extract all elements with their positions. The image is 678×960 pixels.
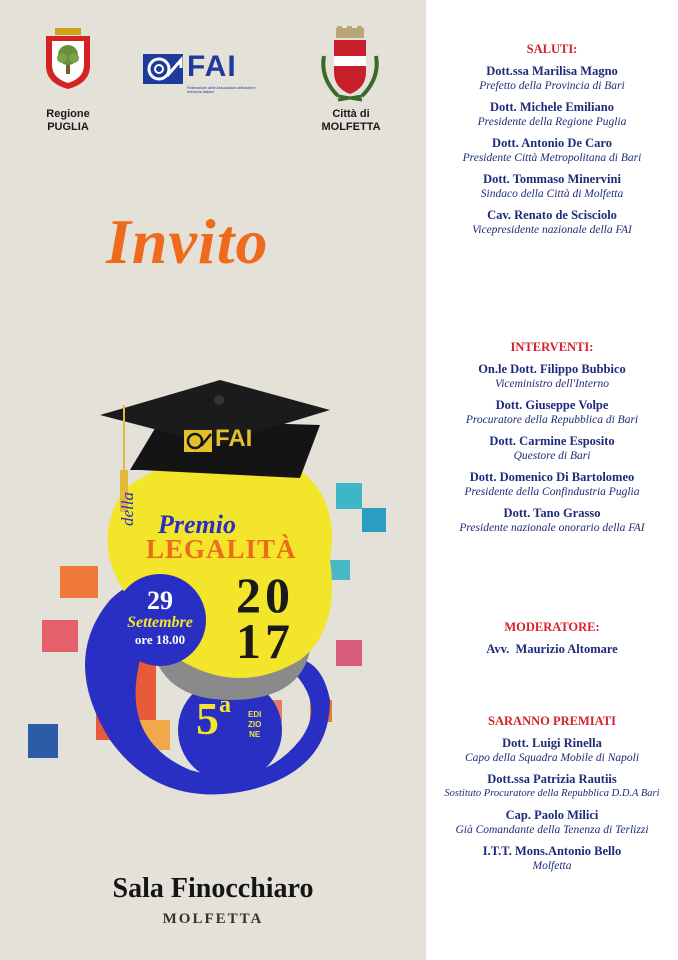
person-name: Dott. Giuseppe Volpe bbox=[495, 398, 609, 412]
edition-block bbox=[196, 692, 231, 745]
venue-name: Sala Finocchiaro bbox=[112, 873, 314, 904]
person-role: Vicepresidente nazionale della FAI bbox=[472, 224, 632, 236]
person-name: On.le Dott. Filippo Bubbico bbox=[478, 362, 626, 376]
person-name: Dott. Domenico Di Bartolomeo bbox=[469, 470, 635, 484]
person-role: Presidente della Confindustria Puglia bbox=[464, 486, 640, 498]
premiati-person bbox=[426, 844, 678, 873]
venue-city: MOLFETTA bbox=[162, 911, 264, 927]
edition-number: 5 bbox=[196, 693, 219, 744]
regione-label-line2: PUGLIA bbox=[47, 121, 89, 133]
interventi-heading: INTERVENTI: bbox=[510, 340, 594, 354]
premiati-person bbox=[426, 808, 678, 837]
date-month: Settembre bbox=[127, 614, 193, 631]
deco-square bbox=[336, 483, 362, 509]
deco-square bbox=[330, 560, 350, 580]
citta-label-line2: MOLFETTA bbox=[321, 121, 381, 133]
cap-fai-text: FAI bbox=[215, 425, 253, 452]
date-block bbox=[108, 588, 212, 648]
deco-square bbox=[362, 508, 386, 532]
person-name: Dott. Michele Emiliano bbox=[490, 100, 614, 114]
person-role: Presidente Città Metropolitana di Bari bbox=[462, 152, 642, 164]
person-role: Procuratore della Repubblica di Bari bbox=[465, 414, 639, 426]
person-role: Questore di Bari bbox=[513, 450, 591, 462]
edition-superscript: a bbox=[219, 692, 231, 718]
interventi-person bbox=[426, 398, 678, 427]
date-time: ore 18.00 bbox=[134, 632, 186, 647]
saluti-person bbox=[426, 208, 678, 237]
premiati-person bbox=[426, 736, 678, 765]
saluti-heading: SALUTI: bbox=[526, 42, 578, 56]
moderatore-section bbox=[426, 620, 678, 657]
cap-button bbox=[214, 395, 224, 405]
premiati-heading: SARANNO PREMIATI bbox=[488, 714, 616, 728]
person-name: Dott. Tano Grasso bbox=[503, 506, 601, 520]
person-name: Dott.ssa Patrizia Rautiis bbox=[487, 772, 617, 786]
edition-word-1: EDI bbox=[248, 710, 262, 719]
citta-label-line1: Città di bbox=[332, 108, 370, 120]
interventi-person bbox=[426, 470, 678, 499]
edition-word-2: ZIO bbox=[248, 720, 262, 729]
person-name: Dott.ssa Marilisa Magno bbox=[486, 64, 618, 78]
person-role: Presidente nazionale onorario della FAI bbox=[459, 522, 645, 534]
interventi-person bbox=[426, 362, 678, 391]
person-name: Dott. Antonio De Caro bbox=[492, 136, 612, 150]
person-role: Capo della Squadra Mobile di Napoli bbox=[464, 752, 640, 764]
deco-square bbox=[42, 620, 78, 652]
person-role: Sostituto Procuratore della Repubblica D.D.A Bari bbox=[444, 788, 660, 799]
deco-square bbox=[60, 566, 98, 598]
deco-square bbox=[336, 640, 362, 666]
person-name: I.T.T. Mons.Antonio Bello bbox=[482, 844, 622, 858]
premiati-section bbox=[426, 714, 678, 873]
moderatore-person bbox=[426, 642, 678, 657]
person-name: Cap. Paolo Milici bbox=[505, 808, 599, 822]
saluti-person bbox=[426, 100, 678, 129]
interventi-section bbox=[426, 340, 678, 535]
invito-title: Invito bbox=[106, 206, 269, 277]
year-bottom: 17 bbox=[236, 613, 294, 669]
year-top: 20 bbox=[236, 567, 294, 623]
person-role: Presidente della Regione Puglia bbox=[477, 116, 627, 128]
della-text: della bbox=[118, 492, 137, 526]
fai-logo-text: FAI bbox=[187, 50, 237, 83]
interventi-person bbox=[426, 506, 678, 535]
date-day: 29 bbox=[147, 586, 173, 615]
person-name: Avv. Maurizio Altomare bbox=[486, 642, 618, 656]
person-role: Viceministro dell'Interno bbox=[495, 378, 609, 390]
legalita-text: LEGALITÀ bbox=[146, 534, 297, 564]
person-role: Già Comandante della Tenenza di Terlizzi bbox=[455, 824, 649, 836]
person-name: Cav. Renato de Scisciolo bbox=[487, 208, 617, 222]
interventi-person bbox=[426, 434, 678, 463]
saluti-person bbox=[426, 172, 678, 201]
person-name: Dott. Carmine Esposito bbox=[489, 434, 615, 448]
premiati-person bbox=[426, 772, 678, 801]
edition-word bbox=[248, 710, 261, 740]
cap-fai-emblem-icon bbox=[184, 430, 212, 452]
saluti-person bbox=[426, 136, 678, 165]
saluti-person bbox=[426, 64, 678, 93]
edition-word-3: NE bbox=[249, 730, 261, 739]
premio-text: Premio bbox=[158, 510, 236, 539]
saluti-section bbox=[426, 42, 678, 237]
moderatore-heading: MODERATORE: bbox=[504, 620, 600, 634]
person-role: Prefetto della Provincia di Bari bbox=[479, 80, 625, 92]
fai-logo-subtext: Federazione delle Associazioni antiracket e antiusura italiane bbox=[187, 86, 256, 94]
person-name: Dott. Tommaso Minervini bbox=[483, 172, 621, 186]
regione-label-line1: Regione bbox=[46, 108, 90, 120]
person-name: Dott. Luigi Rinella bbox=[502, 736, 602, 750]
deco-square bbox=[28, 724, 58, 758]
person-role: Sindaco della Città di Molfetta bbox=[480, 188, 624, 200]
person-role: Molfetta bbox=[532, 860, 572, 872]
